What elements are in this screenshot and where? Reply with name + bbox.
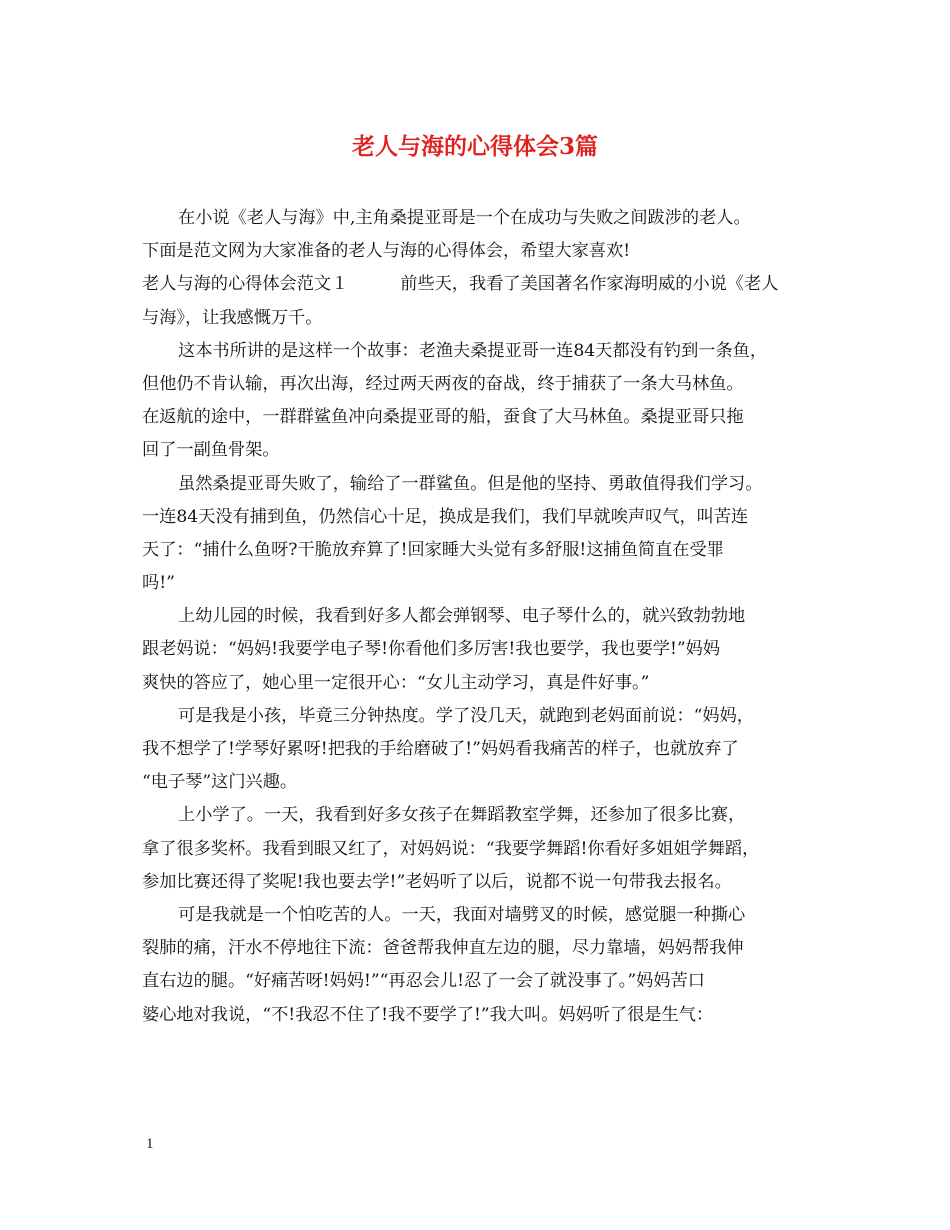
- page-number: 1: [146, 1136, 154, 1152]
- line-text: 在小说《老人与海》中,主角桑提亚哥是一个在成功与失败之间跋涉的老人。: [178, 208, 751, 228]
- text-line: [142, 932, 812, 965]
- text-line: [142, 368, 812, 401]
- line-text: 与海》，让我感慨万千。: [142, 307, 323, 328]
- document-title: 老人与海的心得体会3篇: [351, 133, 598, 160]
- text-line: [142, 700, 812, 733]
- text-line: [142, 302, 812, 335]
- section-heading: 老人与海的心得体会范文１: [142, 274, 349, 295]
- line-text: 这本书所讲的是这样一个故事：老渔夫桑提亚哥一连84天都没有钓到一条鱼，: [178, 340, 768, 361]
- line-text: 参加比赛还得了奖呢!我也要去学!”老妈听了以后，说都不说一句带我去报名。: [142, 871, 732, 892]
- line-text: 回了一副鱼骨架。: [142, 440, 280, 461]
- text-line: [142, 501, 812, 534]
- line-text: “电子琴”这门兴趣。: [142, 772, 298, 793]
- text-line: [142, 268, 812, 301]
- line-text: 在返航的途中，一群群鲨鱼冲向桑提亚哥的船，蚕食了大马林鱼。桑提亚哥只拖: [142, 407, 744, 428]
- text-line: [142, 899, 812, 932]
- line-text: 上小学了。一天，我看到好多女孩子在舞蹈教室学舞，还参加了很多比赛，: [178, 805, 746, 826]
- text-line: [142, 600, 812, 633]
- text-line: [142, 733, 812, 766]
- text-line: [142, 866, 812, 899]
- text-line: [142, 202, 812, 235]
- text-line: [142, 667, 812, 700]
- text-line: [142, 799, 812, 832]
- text-line: [142, 567, 812, 600]
- line-text: 我不想学了!学琴好累呀!把我的手给磨破了!”妈妈看我痛苦的样子，也就放弃了: [142, 739, 739, 759]
- text-line: [142, 534, 812, 567]
- line-text: 可是我是小孩，毕竟三分钟热度。学了没几天，就跑到老妈面前说：“妈妈，: [178, 705, 754, 726]
- line-text: 前些天，我看了美国著名作家海明威的小说《老人: [400, 274, 779, 295]
- text-line: [142, 468, 812, 501]
- line-text: 爽快的答应了，她心里一定很开心：“女儿主动学习，真是件好事。”: [142, 672, 650, 693]
- line-text: 但他仍不肯认输，再次出海，经过两天两夜的奋战，终于捕获了一条大马林鱼。: [142, 373, 744, 394]
- line-text: 上幼儿园的时候，我看到好多人都会弹钢琴、电子琴什么的，就兴致勃勃地: [178, 606, 746, 627]
- text-line: [142, 235, 812, 268]
- text-line: [142, 401, 812, 434]
- line-text: 吗!”: [142, 573, 175, 594]
- line-text: 天了：“捕什么鱼呀?干脆放弃算了!回家睡大头觉有多舒服!这捕鱼简直在受罪: [142, 539, 724, 560]
- text-line: [142, 766, 812, 799]
- line-text: 婆心地对我说，“不!我忍不住了!我不要学了!”我大叫。妈妈听了很是生气：: [142, 1004, 714, 1025]
- text-line: [142, 965, 812, 998]
- text-line: [142, 335, 812, 368]
- line-text: 可是我就是一个怕吃苦的人。一天，我面对墙劈叉的时候，感觉腿一种撕心: [178, 904, 746, 925]
- line-text: 下面是范文网为大家准备的老人与海的心得体会，希望大家喜欢!: [142, 241, 631, 262]
- document-body: [142, 202, 812, 1032]
- line-text: 拿了很多奖杯。我看到眼又红了，对妈妈说：“我要学舞蹈!你看好多姐姐学舞蹈，: [142, 838, 760, 859]
- line-text: 一连84天没有捕到鱼，仍然信心十足，换成是我们，我们早就唉声叹气，叫苦连: [142, 506, 749, 527]
- line-text: 跟老妈说：“妈妈!我要学电子琴!你看他们多厉害!我也要学，我也要学!”妈妈: [142, 639, 721, 660]
- text-line: [142, 833, 812, 866]
- text-line: [142, 633, 812, 666]
- line-text: 直右边的腿。“好痛苦呀!妈妈!”“再忍会儿!忍了一会了就没事了。”妈妈苦口: [142, 971, 705, 992]
- text-line: [142, 434, 812, 467]
- line-text: 虽然桑提亚哥失败了，输给了一群鲨鱼。但是他的坚持、勇敢值得我们学习。: [178, 473, 763, 494]
- line-text: 裂肺的痛，汗水不停地往下流：爸爸帮我伸直左边的腿，尽力靠墙，妈妈帮我伸: [142, 938, 744, 959]
- text-line: [142, 999, 812, 1032]
